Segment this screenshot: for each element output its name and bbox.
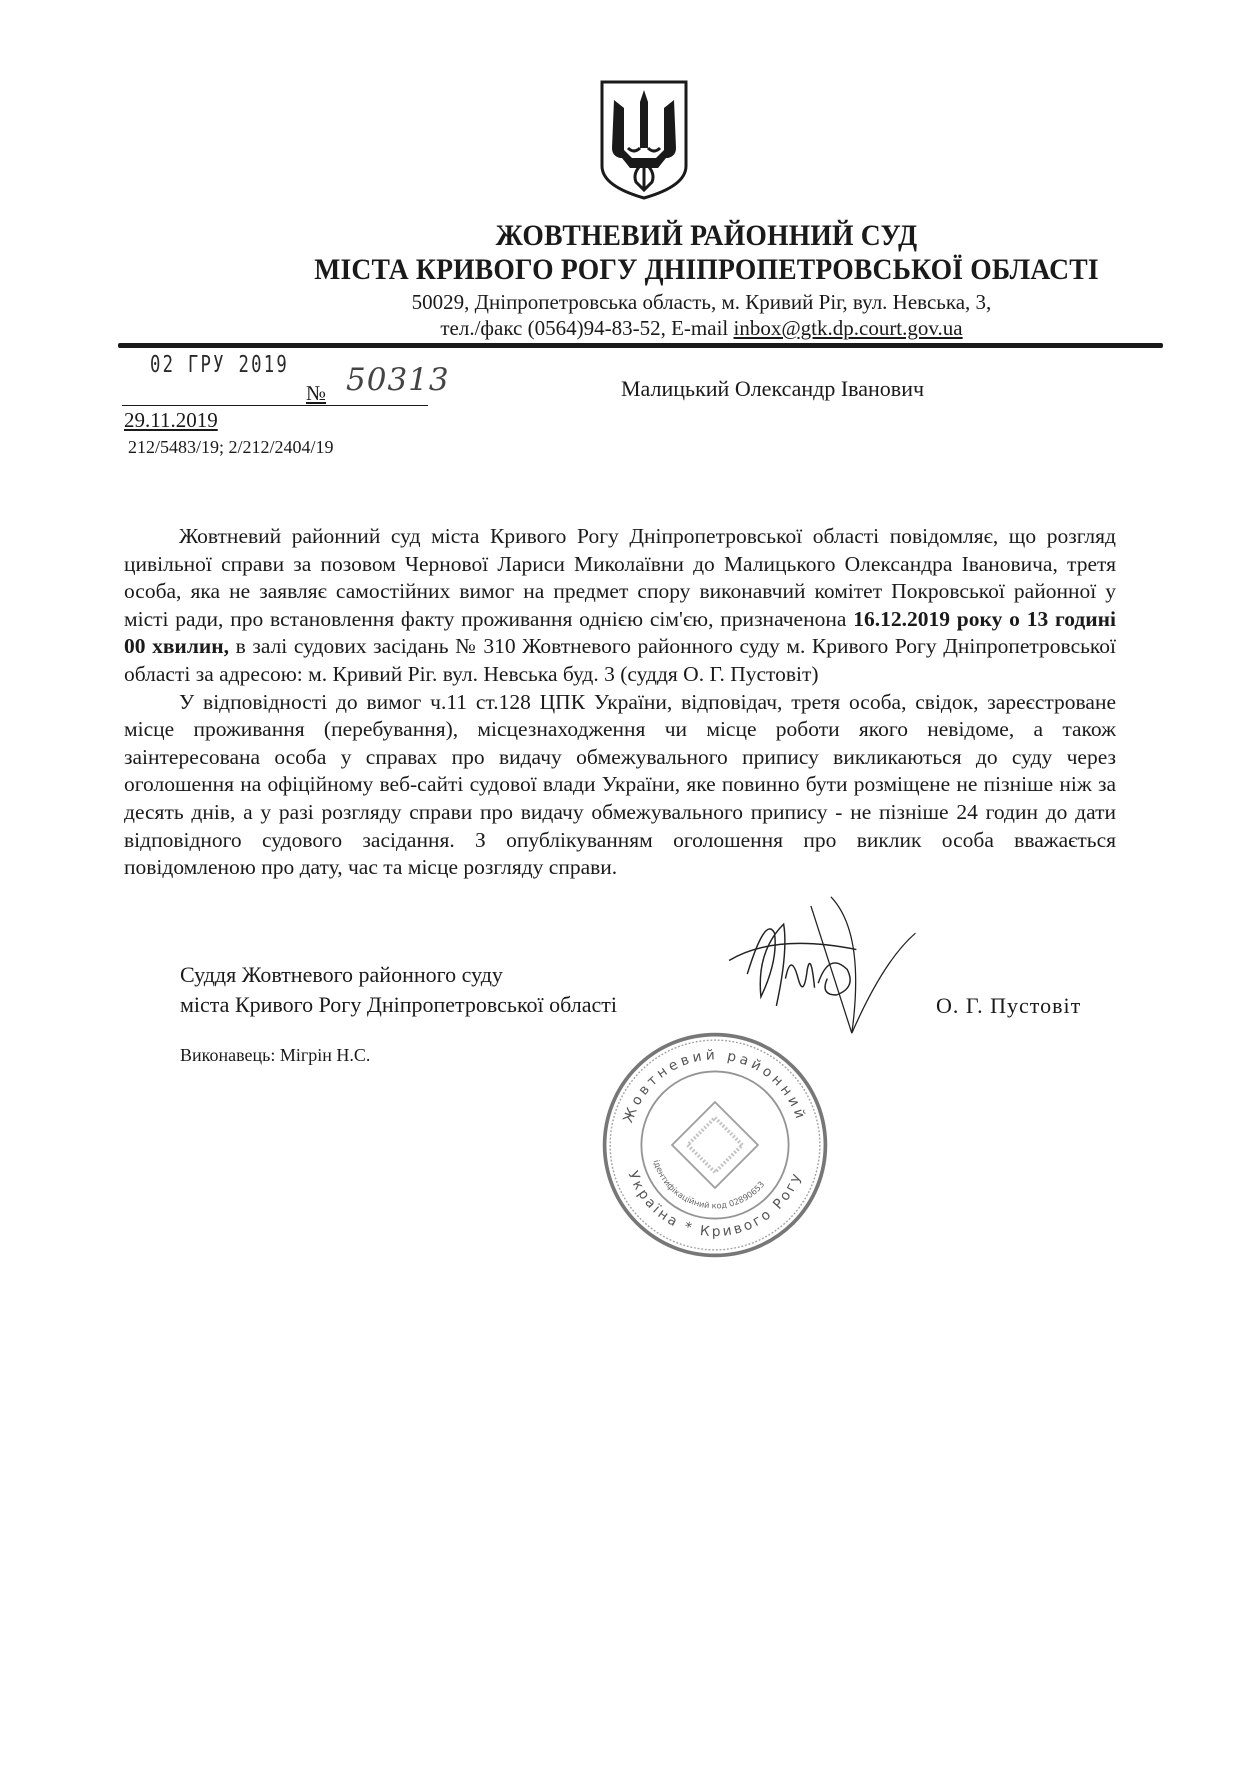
court-address: 50029, Дніпропетровська область, м. Кривий Ріг, вул. Невська, 3, bbox=[411, 290, 992, 314]
court-phone: тел./факс (0564)94-83-52, E-mail bbox=[440, 316, 734, 340]
hearing-datetime: 16.12.2019 року о 13 годині 00 хвилин, bbox=[124, 606, 1117, 659]
registration-stamp-date: 02 ГРУ 2019 bbox=[150, 352, 289, 378]
header-divider bbox=[118, 343, 1163, 348]
signer-title-line1: Суддя Жовтневого районного суду bbox=[180, 962, 503, 987]
body-paragraph-2: У відповідності до вимог ч.11 ст.128 ЦПК України, відповідач, третя особа, свідок, зареєстроване місце проживання (перебування), місцезнаходження чи місце роботи якого невідоме, а також заінтересована особа у справах про видачу обмежувального припису викликаються до суду через оголошення на офіційному веб-сайті судової влади України, яке повинно бути розміщене не пізніше ніж за десять днів, а у разі розгляду справи про видачу обмежувального припису - не пізніше 24 годин до дати відповідного судового засідання. З опублікуванням оголошення про виклик особа вважається повідомленою про дату, час та місце розгляду справи. bbox=[124, 689, 1116, 880]
court-name-line1: ЖОВТНЕВИЙ РАЙОННИЙ СУД bbox=[495, 219, 918, 252]
court-seal-icon bbox=[600, 1030, 830, 1260]
addressee: Малицький Олександр Іванович bbox=[621, 376, 925, 401]
court-contacts bbox=[80, 316, 1243, 341]
seal-code-text: ідентифікаційний код 02890653 bbox=[651, 1158, 767, 1211]
judge-name: О. Г. Пустовіт bbox=[936, 993, 1082, 1018]
body-paragraph-1 bbox=[124, 523, 1116, 689]
signer-title-line2: міста Кривого Рогу Дніпропетровської області bbox=[180, 992, 618, 1017]
seal-bottom-text: Україна * Кривого Рогу bbox=[624, 1168, 806, 1241]
outgoing-number-handwritten: 50313 bbox=[346, 362, 450, 398]
letter-date: 29.11.2019 bbox=[124, 408, 218, 432]
case-numbers: 212/5483/19; 2/212/2404/19 bbox=[128, 437, 334, 457]
body-paragraph-1-text: Жовтневий районний суд міста Кривого Рогу Дніпропетровської області повідомляє, що розгляд цивільної справи за позовом Чернової Лариси Миколаївни до Малицького Олександра Івановича, третя особа, яка не заявляє самостійних вимог на предмет спору виконавчий комітет Покровської районної у місті ради, про встановлення факту проживання однією сім'єю, призначенона bbox=[124, 524, 1116, 631]
judge-signature bbox=[720, 890, 920, 1040]
court-name-line2: МІСТА КРИВОГО РОГУ ДНІПРОПЕТРОВСЬКОЇ ОБЛАСТІ bbox=[314, 253, 1099, 286]
body-paragraph-1-text-continued: в залі судових засідань № 310 Жовтневого районного суду м. Кривого Рогу Дніпропетровської області за адресою: м. Кривий Ріг. вул. Невська буд. 3 (суддя О. Г. Пустовіт) bbox=[124, 634, 1117, 686]
registration-underline bbox=[122, 405, 428, 406]
letter-body bbox=[124, 523, 1116, 882]
seal-top-text: Жовтневий районний bbox=[620, 1047, 810, 1125]
executor: Виконавець: Мігрін Н.С. bbox=[180, 1045, 371, 1065]
court-email-link[interactable]: inbox@gtk.dp.court.gov.ua bbox=[733, 316, 963, 340]
number-sign: № bbox=[306, 381, 327, 405]
trident-emblem-icon bbox=[598, 78, 690, 200]
